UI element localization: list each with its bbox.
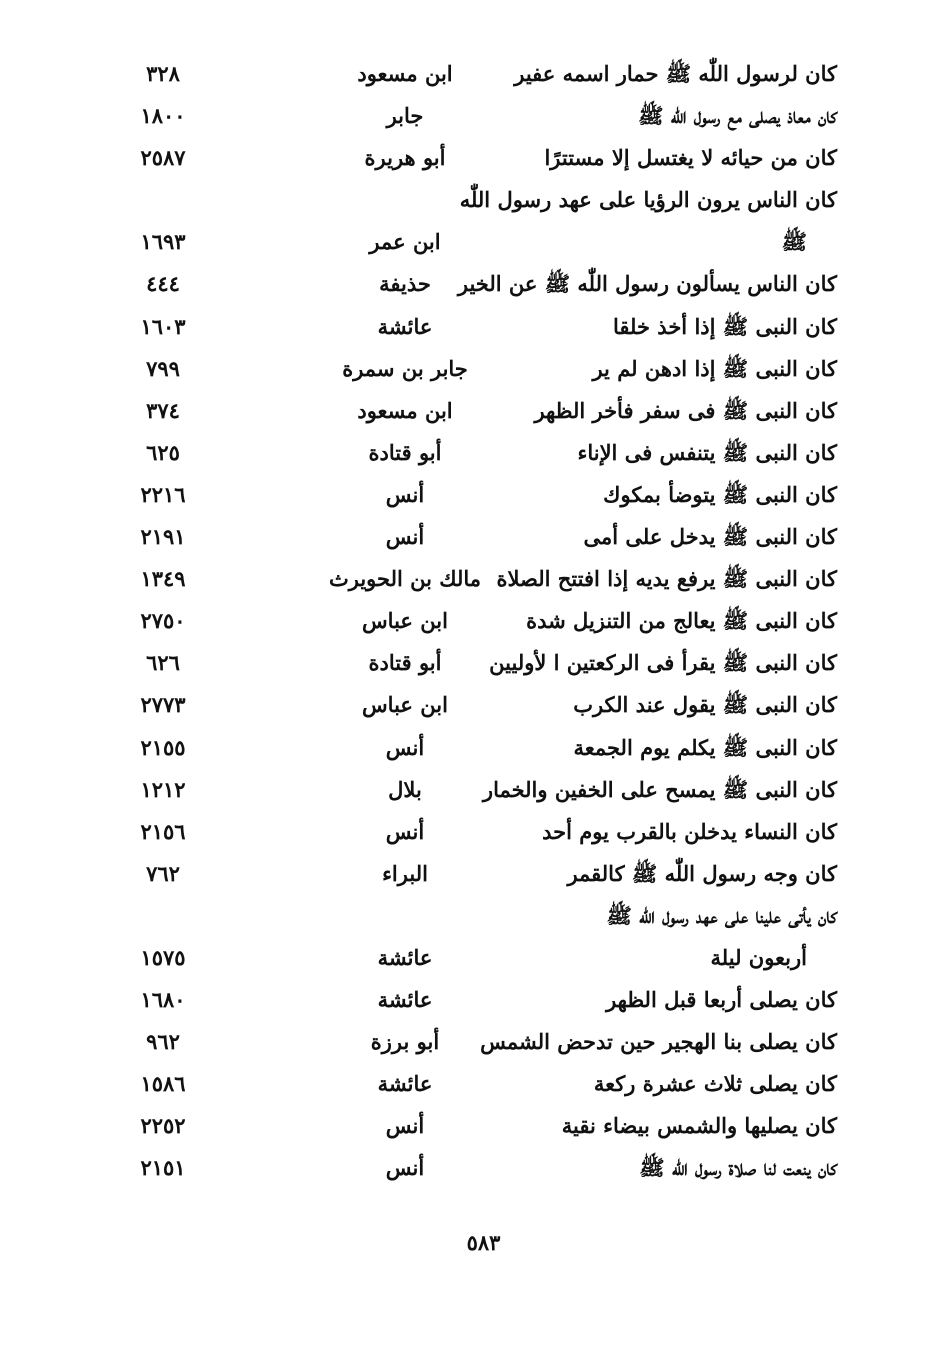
narrator-name: ابن مسعود bbox=[357, 397, 453, 423]
index-row bbox=[0, 348, 939, 390]
narrator-name: أنس bbox=[385, 1113, 425, 1139]
index-row bbox=[0, 432, 939, 474]
hadith-number: ٩٦٢ bbox=[146, 1029, 180, 1055]
index-row bbox=[0, 642, 939, 684]
hadith-number: ١٥٧٥ bbox=[140, 944, 186, 970]
hadith-text: كان الناس يسألون رسول اللّٰه ﷺ عن الخير bbox=[457, 271, 837, 297]
hadith-number: ٦٢٦ bbox=[146, 650, 180, 676]
index-row bbox=[0, 727, 939, 769]
hadith-number: ١٦٠٣ bbox=[140, 313, 186, 339]
narrator-name bbox=[290, 179, 520, 221]
index-row bbox=[0, 1021, 939, 1063]
hadith-text: كان معاذ يصلى مع رسول اللّٰه ﷺ bbox=[638, 103, 837, 129]
page-number: ٥٨٣ bbox=[466, 1230, 501, 1255]
hadith-number: ٢١٥٦ bbox=[140, 818, 186, 844]
hadith-number: ٢١٩١ bbox=[140, 524, 186, 550]
hadith-number: ٣٢٨ bbox=[146, 61, 180, 86]
hadith-text: كان يصلى ثلاث عشرة ركعة bbox=[593, 1071, 837, 1097]
hadith-text: كان النبى ﷺ يكلم يوم الجمعة bbox=[573, 734, 837, 760]
hadith-text: كان النبى ﷺ يقرأ فى الركعتين ا لأوليين bbox=[489, 650, 837, 676]
hadith-text: كان وجه رسول اللّٰه ﷺ كالقمر bbox=[567, 860, 837, 886]
hadith-number: ٢١٥١ bbox=[140, 1155, 186, 1181]
index-row bbox=[0, 1147, 939, 1189]
hadith-number: ٢٢١٦ bbox=[140, 481, 186, 507]
hadith-text: كان النبى ﷺ يعالج من التنزيل شدة bbox=[526, 608, 837, 634]
narrator-name: عائشة bbox=[377, 1071, 433, 1097]
index-row bbox=[0, 306, 939, 348]
narrator-name: جابر bbox=[386, 103, 424, 129]
hadith-number: ٤٤٤ bbox=[146, 271, 180, 297]
narrator-name: حذيفة bbox=[379, 271, 431, 297]
hadith-text: كان النبى ﷺ يرفع يديه إذا افتتح الصلاة bbox=[496, 566, 837, 592]
index-row bbox=[0, 390, 939, 432]
hadith-text: أربعون ليلة bbox=[710, 944, 807, 970]
hadith-number: ٢١٥٥ bbox=[140, 734, 186, 760]
hadith-text: كان الناس يرون الرؤيا على عهد رسول اللّٰه bbox=[459, 187, 837, 213]
narrator-name: أنس bbox=[385, 734, 425, 760]
hadith-text: كان النبى ﷺ إذا أخذ خلقا bbox=[613, 313, 837, 339]
hadith-text: كان النساء يدخلن بالقرب يوم أحد bbox=[542, 818, 837, 844]
hadith-text: كان النبى ﷺ يتنفس فى الإناء bbox=[577, 439, 837, 465]
hadith-number: ٢٥٨٧ bbox=[140, 145, 186, 171]
hadith-text: ﷺ bbox=[781, 229, 807, 255]
hadith-number: ٧٩٩ bbox=[146, 355, 180, 381]
index-row bbox=[0, 684, 939, 726]
narrator-name: ابن عمر bbox=[369, 229, 441, 255]
narrator-name: ابن عباس bbox=[362, 692, 448, 718]
narrator-name: عائشة bbox=[377, 944, 433, 970]
narrator-name: أنس bbox=[385, 818, 425, 844]
hadith-text: كان لرسول اللّٰه ﷺ حمار اسمه عفير bbox=[514, 61, 837, 86]
index-row bbox=[0, 53, 939, 95]
hadith-text: كان النبى ﷺ فى سفر فأخر الظهر bbox=[534, 397, 837, 423]
index-row bbox=[0, 558, 939, 600]
narrator-name: جابر بن سمرة bbox=[342, 355, 468, 381]
narrator-name: أنس bbox=[385, 524, 425, 550]
hadith-number: ٢٧٥٠ bbox=[140, 608, 186, 634]
hadith-number: ٧٦٢ bbox=[146, 860, 180, 886]
narrator-name: أبو قتادة bbox=[368, 439, 442, 465]
index-row bbox=[0, 895, 939, 937]
narrator-name: ابن مسعود bbox=[357, 61, 453, 86]
index-row bbox=[0, 263, 939, 305]
index-row bbox=[0, 937, 939, 979]
hadith-text: كان النبى ﷺ يمسح على الخفين والخمار bbox=[482, 776, 837, 802]
index-row bbox=[0, 474, 939, 516]
hadith-number: ٣٧٤ bbox=[146, 397, 180, 423]
hadith-text: كان ينعت لنا صلاة رسول اللّٰه ﷺ bbox=[639, 1155, 837, 1181]
narrator-name: البراء bbox=[382, 860, 428, 886]
narrator-name: عائشة bbox=[377, 313, 433, 339]
hadith-text: كان يأتى علينا على عهد رسول اللّٰه ﷺ bbox=[606, 902, 837, 928]
index-row bbox=[0, 811, 939, 853]
hadith-text: كان النبى ﷺ يتوضأ بمكوك bbox=[603, 481, 837, 507]
index-row bbox=[0, 979, 939, 1021]
hadith-text: كان يصلى أربعا قبل الظهر bbox=[606, 987, 837, 1013]
hadith-number: ٢٢٥٢ bbox=[140, 1113, 186, 1139]
narrator-name: مالك بن الحويرث bbox=[328, 566, 482, 592]
narrator-name: عائشة bbox=[377, 987, 433, 1013]
narrator-name: أنس bbox=[385, 481, 425, 507]
hadith-number: ٦٢٥ bbox=[146, 439, 180, 465]
index-row bbox=[0, 137, 939, 179]
narrator-name: ابن عباس bbox=[362, 608, 448, 634]
index-row bbox=[0, 221, 939, 263]
hadith-index-table bbox=[0, 53, 939, 1190]
hadith-number bbox=[118, 179, 208, 221]
index-row bbox=[0, 516, 939, 558]
hadith-text: كان يصلى بنا الهجير حين تدحض الشمس bbox=[480, 1029, 837, 1055]
index-row bbox=[0, 600, 939, 642]
hadith-number: ١٥٨٦ bbox=[140, 1071, 186, 1097]
narrator-name: أنس bbox=[385, 1155, 425, 1181]
hadith-number bbox=[118, 895, 208, 937]
hadith-text: كان النبى ﷺ إذا ادهن لم ير bbox=[592, 355, 837, 381]
index-row bbox=[0, 853, 939, 895]
narrator-name: أبو هريرة bbox=[364, 145, 446, 171]
hadith-number: ١٦٩٣ bbox=[140, 229, 186, 255]
index-row bbox=[0, 1063, 939, 1105]
index-row bbox=[0, 95, 939, 137]
hadith-text: كان من حيائه لا يغتسل إلا مستترًا bbox=[544, 145, 837, 171]
index-row bbox=[0, 1105, 939, 1147]
hadith-number: ١٣٤٩ bbox=[140, 566, 186, 592]
hadith-text: كان يصليها والشمس بيضاء نقية bbox=[561, 1113, 837, 1139]
narrator-name: بلال bbox=[388, 776, 422, 802]
hadith-number: ١٨٠٠ bbox=[140, 103, 186, 129]
hadith-number: ١٢١٢ bbox=[140, 776, 186, 802]
narrator-name: أبو قتادة bbox=[368, 650, 442, 676]
hadith-text: كان النبى ﷺ يقول عند الكرب bbox=[573, 692, 837, 718]
hadith-number: ١٦٨٠ bbox=[140, 987, 186, 1013]
hadith-text: كان النبى ﷺ يدخل على أمى bbox=[583, 524, 837, 550]
index-row bbox=[0, 769, 939, 811]
narrator-name: أبو برزة bbox=[370, 1029, 440, 1055]
hadith-number: ٢٧٧٣ bbox=[140, 692, 186, 718]
narrator-name bbox=[290, 895, 520, 937]
index-row bbox=[0, 179, 939, 221]
